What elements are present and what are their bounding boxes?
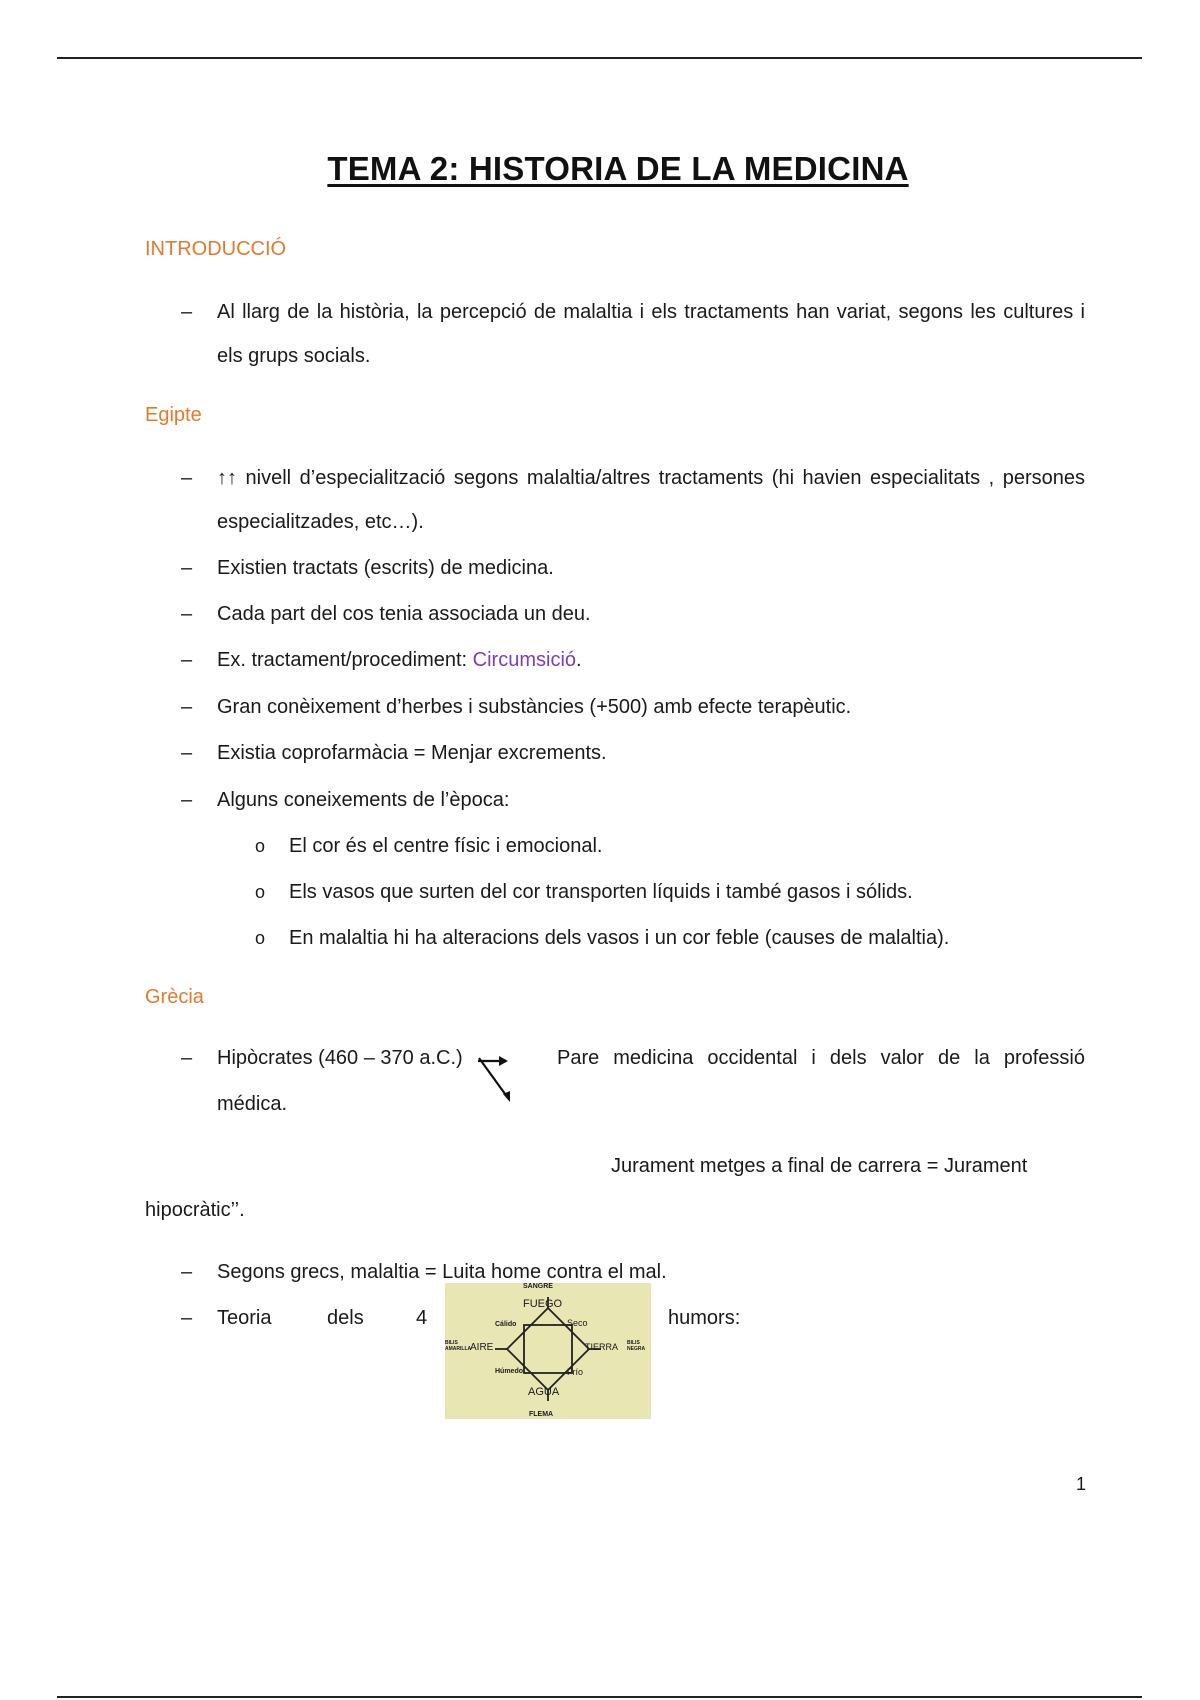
dash-bullet: – — [181, 1047, 193, 1069]
list-item — [181, 731, 1085, 775]
jurament-cont-text: hipocràtic’’. — [145, 1199, 245, 1221]
list-item-text: Cada part del cos tenia associada un deu. — [217, 603, 591, 625]
dash-bullet: – — [181, 603, 193, 625]
sub-list-item — [255, 824, 1089, 868]
hipocrates-right-text: Pare medicina occidental i dels valor de la professió — [557, 1047, 1085, 1069]
list-item — [181, 456, 1085, 544]
list-item-text: Al llarg de la història, la percepció de malaltia i els tractaments han variat, segons les cultures i els grups socials. — [217, 301, 1085, 367]
list-item-text: ↑↑ nivell d’especialització segons malaltia/altres tractaments (hi havien especialitats , persones especialitzades, etc…). — [217, 467, 1085, 533]
dash-bullet: – — [181, 557, 193, 579]
circle-bullet: o — [255, 928, 266, 948]
list-item — [181, 592, 1085, 636]
diagram-label: FUEGO — [523, 1298, 563, 1310]
circle-bullet: o — [255, 882, 266, 902]
dash-bullet: – — [181, 789, 193, 811]
diagram-label: Cálido — [495, 1321, 517, 1328]
sub-list-item-text: En malaltia hi ha alteracions dels vasos i un cor feble (causes de malaltia). — [289, 927, 950, 949]
highlight-term: Circumsició — [472, 649, 577, 671]
dash-bullet: – — [181, 301, 193, 323]
header-rule — [57, 57, 1142, 59]
teoria-word: Teoria — [217, 1307, 272, 1329]
list-item-text: Ex. tractament/procediment: — [217, 649, 473, 671]
teoria-word: 4 — [416, 1307, 428, 1329]
sub-list-item-text: El cor és el centre físic i emocional. — [289, 835, 603, 857]
section-heading-grecia: Grècia — [145, 986, 204, 1008]
footer-rule — [57, 1696, 1142, 1698]
list-item — [181, 638, 1085, 682]
list-item-text: Segons grecs, malaltia = Luita home contra el mal. — [217, 1261, 667, 1283]
list-item-tail: . — [576, 649, 582, 671]
dash-bullet: – — [181, 1307, 193, 1329]
diagram-label: Húmedo — [495, 1368, 523, 1375]
sub-list-item — [255, 916, 1089, 960]
section-heading-intro: INTRODUCCIÓ — [145, 238, 287, 260]
list-item-text: Alguns coneixements de l’època: — [217, 789, 510, 811]
list-item-text: Gran conèixement d’herbes i substàncies (+500) amb efecte terapèutic. — [217, 696, 852, 718]
arrow-icons — [470, 1048, 530, 1110]
dash-bullet: – — [181, 696, 193, 718]
list-item — [181, 778, 1085, 822]
diagram-label: BILIS NEGRA — [627, 1340, 646, 1352]
list-item-text: Existien tractats (escrits) de medicina. — [217, 557, 554, 579]
sub-list-item — [255, 870, 1089, 914]
circle-bullet: o — [255, 836, 266, 856]
diagram-label: Frío — [567, 1367, 584, 1377]
diagram-label: FLEMA — [529, 1411, 554, 1418]
four-humors-diagram — [445, 1283, 651, 1419]
hipocrates-cont-text: médica. — [217, 1093, 288, 1115]
sub-list-item-text: Els vasos que surten del cor transporten líquids i també gasos i sólids. — [289, 881, 913, 903]
hipocrates-left-text: Hipòcrates (460 – 370 a.C.) — [217, 1047, 463, 1069]
diagram-label: TIERRA — [585, 1342, 619, 1352]
diagram-label: AIRE — [470, 1342, 494, 1353]
list-item — [181, 1250, 1085, 1294]
diagram-label: SANGRE — [523, 1283, 553, 1290]
dash-bullet: – — [181, 742, 193, 764]
list-item — [181, 290, 1085, 378]
dash-bullet: – — [181, 1261, 193, 1283]
diagram-label: AGUA — [528, 1386, 560, 1398]
page-title: TEMA 2: HISTORIA DE LA MEDICINA — [327, 150, 909, 187]
page-number: 1 — [1076, 1474, 1087, 1494]
diagram-label: BILIS AMARILLA — [445, 1340, 472, 1352]
teoria-word: dels — [327, 1307, 364, 1329]
diagram-label: Seco — [567, 1318, 588, 1328]
jurament-text: Jurament metges a final de carrera = Jurament — [611, 1155, 1028, 1177]
list-item-text: Existia coprofarmàcia = Menjar excrements. — [217, 742, 607, 764]
list-item — [181, 546, 1085, 590]
section-heading-egipte: Egipte — [145, 404, 202, 426]
teoria-end-text: humors: — [668, 1307, 741, 1329]
list-item — [181, 685, 1085, 729]
dash-bullet: – — [181, 467, 193, 489]
dash-bullet: – — [181, 649, 193, 671]
